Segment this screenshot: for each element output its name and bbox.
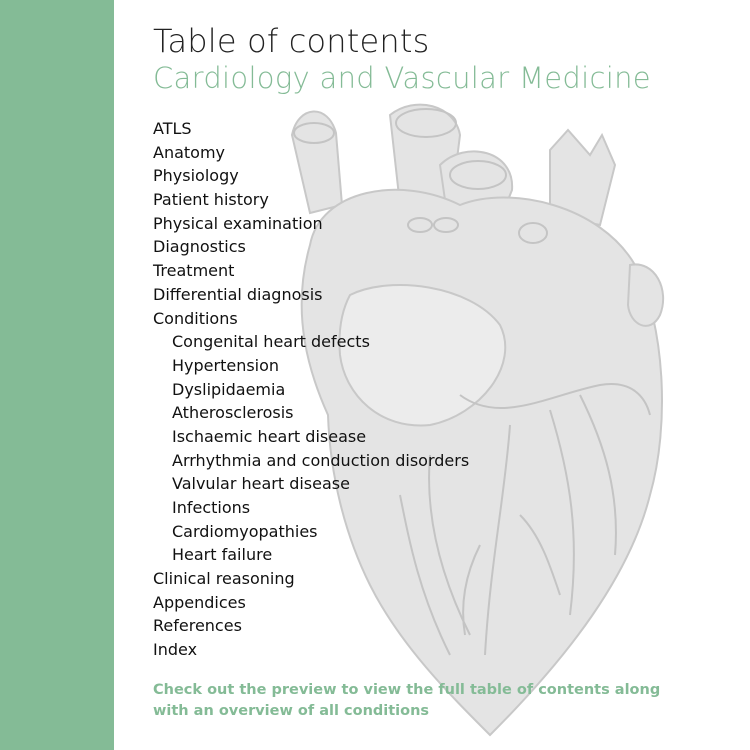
toc-item[interactable]: Dyslipidaemia: [172, 379, 286, 399]
toc-item[interactable]: Physiology: [153, 166, 239, 186]
toc-item[interactable]: Arrhythmia and conduction disorders: [172, 450, 470, 470]
page-title: Table of contents: [153, 22, 430, 60]
toc-item[interactable]: Cardiomyopathies: [172, 521, 318, 541]
toc-item[interactable]: Diagnostics: [153, 237, 246, 257]
toc-item[interactable]: Hypertension: [172, 355, 280, 375]
green-sidebar: [0, 0, 114, 750]
toc-item[interactable]: Physical examination: [153, 213, 323, 233]
toc-item[interactable]: Heart failure: [172, 545, 273, 565]
preview-note: Check out the preview to view the full table of contents along with an overview of all conditions: [153, 681, 661, 719]
toc-item[interactable]: Conditions: [153, 308, 238, 328]
toc-item[interactable]: Treatment: [153, 261, 235, 281]
toc-item[interactable]: Infections: [172, 498, 251, 517]
toc-item[interactable]: Anatomy: [153, 142, 226, 162]
toc-item[interactable]: Index: [153, 640, 198, 660]
toc-list: [153, 117, 733, 662]
toc-item[interactable]: Differential diagnosis: [153, 284, 323, 304]
page-subtitle: Cardiology and Vascular Medicine: [153, 61, 651, 95]
toc-item[interactable]: Clinical reasoning: [153, 569, 295, 589]
toc-item[interactable]: Valvular heart disease: [172, 474, 350, 494]
toc-content: [153, 22, 733, 722]
toc-item[interactable]: References: [153, 616, 242, 636]
toc-item[interactable]: Atherosclerosis: [172, 403, 294, 423]
toc-item[interactable]: Ischaemic heart disease: [172, 426, 367, 446]
toc-item[interactable]: ATLS: [153, 119, 192, 138]
toc-item[interactable]: Appendices: [153, 592, 246, 612]
toc-item[interactable]: Patient history: [153, 190, 269, 210]
toc-item[interactable]: Congenital heart defects: [172, 332, 370, 352]
